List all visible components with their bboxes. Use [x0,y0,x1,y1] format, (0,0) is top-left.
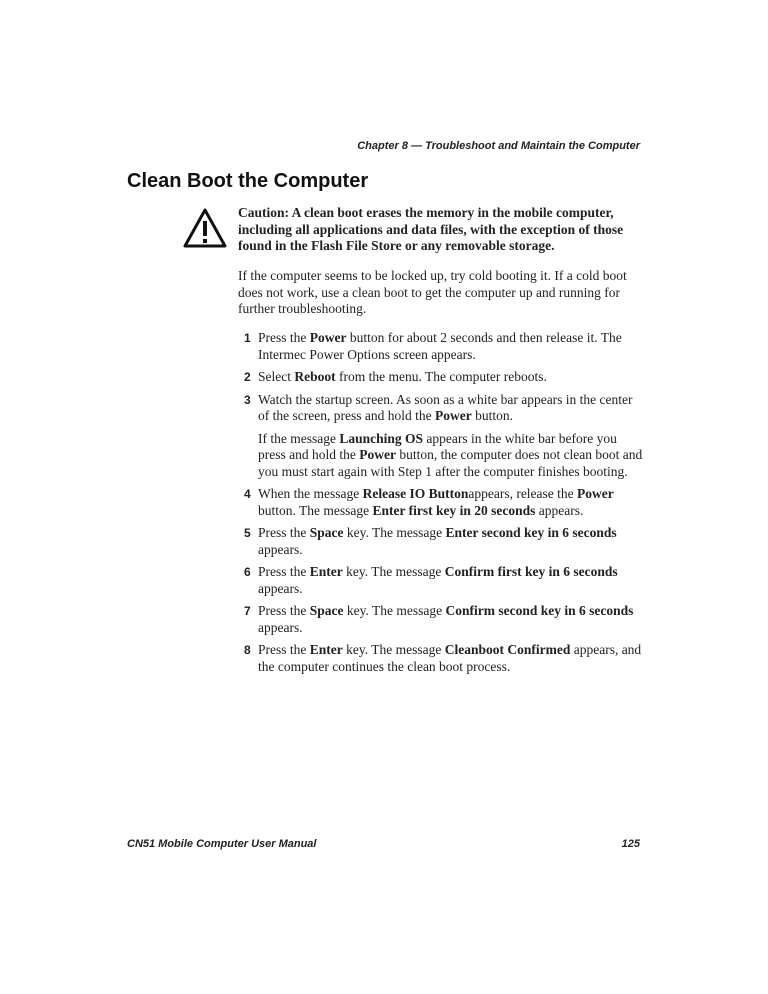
section-title: Clean Boot the Computer [127,170,369,192]
step-text: When the message Release IO Buttonappears, release the Power button. The message Enter first key in 20 seconds appears. [258,486,614,518]
step-item [244,392,644,425]
steps-list [244,330,644,681]
step-number: 3 [244,392,251,407]
step-item [244,369,644,386]
step-item [244,525,644,558]
caution-warning-icon [183,208,227,248]
step-3-note: If the message Launching OS appears in the white bar before you press and hold the Power button, the computer does not clean boot and you must start again with Step 1 after the computer finishes booting. [258,430,643,479]
step-item [244,486,644,519]
step-number: 1 [244,331,251,345]
step-number: 4 [244,487,251,501]
step-item [244,564,644,597]
step-text: Watch the startup screen. As soon as a white bar appears in the center of the screen, press and hold the Power button. [258,391,633,423]
step-text: Select Reboot from the menu. The computer reboots. [258,369,547,384]
step-item [244,603,644,636]
step-text: Press the Enter key. The message Confirm first key in 6 seconds appears. [258,564,618,596]
step-text: Press the Space key. The message Enter second key in 6 seconds appears. [258,525,617,557]
step-number: 6 [244,565,251,579]
step-number: 8 [244,643,251,657]
step-text: Press the Power button for about 2 seconds and then release it. The Intermec Power Options screen appears. [258,330,622,362]
footer-manual-title: CN51 Mobile Computer User Manual [127,838,317,850]
step-number: 2 [244,370,251,384]
caution-text: Caution: A clean boot erases the memory in the mobile computer, including all applications and data files, with the exception of those found in the Flash File Store or any removable storage. [238,205,624,253]
intro-paragraph: If the computer seems to be locked up, try cold booting it. If a cold boot does not work, use a clean boot to get the computer up and running for further troubleshooting. [238,268,627,316]
step-text: Press the Space key. The message Confirm second key in 6 seconds appears. [258,603,634,635]
step-item [244,642,644,675]
footer-page-number: 125 [621,838,640,850]
step-number: 7 [244,604,251,618]
step-item [244,330,644,363]
step-number: 5 [244,526,251,540]
step-text: Press the Enter key. The message Cleanboot Confirmed appears, and the computer continues the clean boot process. [258,642,642,674]
running-head: Chapter 8 — Troubleshoot and Maintain the Computer [357,140,640,152]
